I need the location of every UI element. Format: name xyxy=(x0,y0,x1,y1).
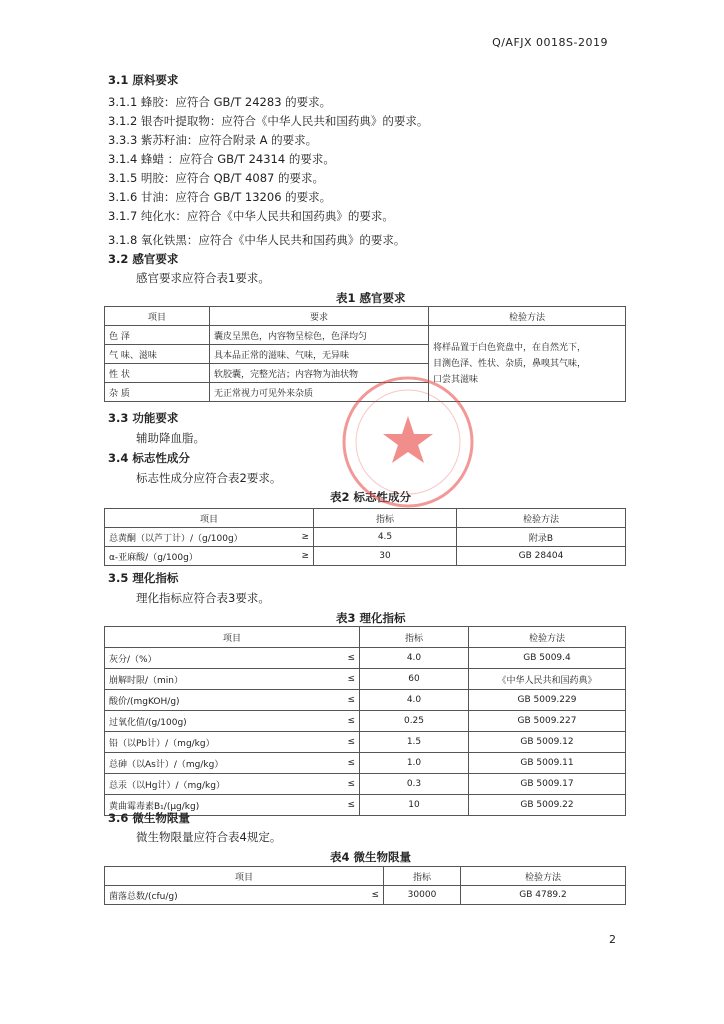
requirement-cell: 具本品正常的滋味、气味，无异味 xyxy=(210,345,429,364)
table-row xyxy=(105,669,626,690)
operator-cell: ≤ xyxy=(333,648,360,669)
table-4-caption: 表4 微生物限量 xyxy=(330,850,412,864)
value-cell: 60 xyxy=(360,669,469,690)
value-cell: 1.5 xyxy=(360,732,469,753)
item-cell: α-亚麻酸/（g/100g） xyxy=(105,547,288,566)
method-cell: 附录B xyxy=(457,528,626,547)
method-cell: GB 5009.17 xyxy=(469,774,626,795)
requirement-line: 3.1.1 蜂胶：应符合 GB/T 24283 的要求。 xyxy=(108,95,332,109)
operator-cell: ≤ xyxy=(333,711,360,732)
column-header: 指标 xyxy=(384,867,461,886)
item-cell: 崩解时限/（min） xyxy=(105,669,334,690)
requirement-line: 3.1.8 氧化铁黑：应符合《中华人民共和国药典》的要求。 xyxy=(108,233,406,247)
table-row xyxy=(105,753,626,774)
operator-cell: ≤ xyxy=(333,690,360,711)
operator-cell: ≥ xyxy=(287,547,314,566)
item-cell: 气 味、滋味 xyxy=(105,345,210,364)
section-3-4-text: 标志性成分应符合表2要求。 xyxy=(136,471,282,485)
value-cell: 4.5 xyxy=(314,528,457,547)
requirement-line: 3.1.6 甘油：应符合 GB/T 13206 的要求。 xyxy=(108,190,332,204)
microbial-limits-table xyxy=(104,866,626,905)
item-cell: 总汞（以Hg计）/（mg/kg） xyxy=(105,774,334,795)
table-row xyxy=(105,648,626,669)
table-1-caption: 表1 感官要求 xyxy=(336,291,406,305)
method-cell: GB 5009.22 xyxy=(469,795,626,816)
column-header: 项目 xyxy=(105,867,384,886)
method-cell: GB 5009.227 xyxy=(469,711,626,732)
requirement-cell: 软胶囊，完整光洁；内容物为油状物 xyxy=(210,364,429,383)
section-3-6-title: 3.6 微生物限量 xyxy=(108,811,190,825)
item-cell: 色 泽 xyxy=(105,326,210,345)
operator-cell: ≤ xyxy=(333,774,360,795)
requirement-line: 3.1.7 纯化水：应符合《中华人民共和国药典》的要求。 xyxy=(108,209,394,223)
table-row xyxy=(105,690,626,711)
section-3-2-text: 感官要求应符合表1要求。 xyxy=(136,271,270,285)
column-header: 检验方法 xyxy=(469,627,626,648)
section-3-3-title: 3.3 功能要求 xyxy=(108,411,179,425)
method-cell xyxy=(429,326,626,402)
method-line: 将样品置于白色瓷盘中，在自然光下， xyxy=(433,342,587,353)
column-header: 项目 xyxy=(105,627,360,648)
method-cell: GB 28404 xyxy=(457,547,626,566)
section-3-6-text: 微生物限量应符合表4规定。 xyxy=(136,830,282,844)
sensory-requirements-table xyxy=(104,306,626,402)
section-3-3-text: 辅助降血脂。 xyxy=(136,431,205,445)
item-cell: 酸价/(mgKOH/g) xyxy=(105,690,334,711)
operator-cell: ≥ xyxy=(287,528,314,547)
section-3-5-text: 理化指标应符合表3要求。 xyxy=(136,591,270,605)
column-header: 指标 xyxy=(314,509,457,528)
item-cell: 总黄酮（以芦丁计）/（g/100g） xyxy=(105,528,288,547)
column-header: 要求 xyxy=(210,307,429,326)
operator-cell: ≤ xyxy=(333,753,360,774)
table-header-row xyxy=(105,509,626,528)
item-cell: 菌落总数/(cfu/g) xyxy=(105,886,358,905)
column-header: 检验方法 xyxy=(457,509,626,528)
item-cell: 灰分/（%） xyxy=(105,648,334,669)
item-cell: 杂 质 xyxy=(105,383,210,402)
table-2-caption: 表2 标志性成分 xyxy=(330,490,412,504)
physicochemical-table xyxy=(104,626,626,816)
document-code-header: Q/AFJX 0018S-2019 xyxy=(492,36,608,49)
requirement-line: 3.1.2 银杏叶提取物：应符合《中华人民共和国药典》的要求。 xyxy=(108,114,429,128)
item-cell: 过氧化值/(g/100g) xyxy=(105,711,334,732)
table-row xyxy=(105,326,626,345)
method-cell: GB 5009.229 xyxy=(469,690,626,711)
table-row xyxy=(105,774,626,795)
requirement-cell: 无正常视力可见外来杂质 xyxy=(210,383,429,402)
table-header-row xyxy=(105,627,626,648)
table-header-row xyxy=(105,867,626,886)
operator-cell: ≤ xyxy=(333,732,360,753)
value-cell: 10 xyxy=(360,795,469,816)
column-header: 项目 xyxy=(105,307,210,326)
table-row xyxy=(105,732,626,753)
table-header-row xyxy=(105,307,626,326)
requirement-cell: 囊皮呈黑色，内容物呈棕色，色泽均匀 xyxy=(210,326,429,345)
table-row xyxy=(105,528,626,547)
operator-cell: ≤ xyxy=(333,795,360,816)
value-cell: 30 xyxy=(314,547,457,566)
method-cell: GB 5009.12 xyxy=(469,732,626,753)
seal-inner-ring xyxy=(356,390,460,494)
operator-cell: ≤ xyxy=(357,886,384,905)
item-cell: 铅（以Pb计）/（mg/kg） xyxy=(105,732,334,753)
seal-star-icon xyxy=(383,416,433,463)
value-cell: 30000 xyxy=(384,886,461,905)
value-cell: 4.0 xyxy=(360,690,469,711)
page-number: 2 xyxy=(609,933,616,946)
table-row xyxy=(105,886,626,905)
value-cell: 0.25 xyxy=(360,711,469,732)
requirement-line: 3.1.5 明胶：应符合 QB/T 4087 的要求。 xyxy=(108,171,324,185)
section-3-2-title: 3.2 感官要求 xyxy=(108,252,179,266)
column-header: 检验方法 xyxy=(461,867,626,886)
method-cell: GB 5009.11 xyxy=(469,753,626,774)
method-cell: 《中华人民共和国药典》 xyxy=(469,669,626,690)
item-cell: 总砷（以As计）/（mg/kg） xyxy=(105,753,334,774)
table-3-caption: 表3 理化指标 xyxy=(336,611,406,625)
requirement-line: 3.1.4 蜂蜡 ：应符合 GB/T 24314 的要求。 xyxy=(108,152,335,166)
method-cell: GB 5009.4 xyxy=(469,648,626,669)
column-header: 项目 xyxy=(105,509,314,528)
requirement-line: 3.3.3 紫苏籽油：应符合附录 A 的要求。 xyxy=(108,133,318,147)
method-line: 口尝其滋味 xyxy=(433,374,479,385)
table-row xyxy=(105,547,626,566)
value-cell: 1.0 xyxy=(360,753,469,774)
value-cell: 0.3 xyxy=(360,774,469,795)
section-3-1-title: 3.1 原料要求 xyxy=(108,73,179,87)
item-cell: 黄曲霉毒素B₁/(μg/kg) xyxy=(105,795,334,816)
section-3-5-title: 3.5 理化指标 xyxy=(108,571,179,585)
table-row xyxy=(105,711,626,732)
section-3-4-title: 3.4 标志性成分 xyxy=(108,451,190,465)
operator-cell: ≤ xyxy=(333,669,360,690)
marker-components-table xyxy=(104,508,626,566)
item-cell: 性 状 xyxy=(105,364,210,383)
method-cell: GB 4789.2 xyxy=(461,886,626,905)
value-cell: 4.0 xyxy=(360,648,469,669)
column-header: 指标 xyxy=(360,627,469,648)
column-header: 检验方法 xyxy=(429,307,626,326)
method-line: 目测色泽、性状、杂质，鼻嗅其气味， xyxy=(433,358,587,369)
